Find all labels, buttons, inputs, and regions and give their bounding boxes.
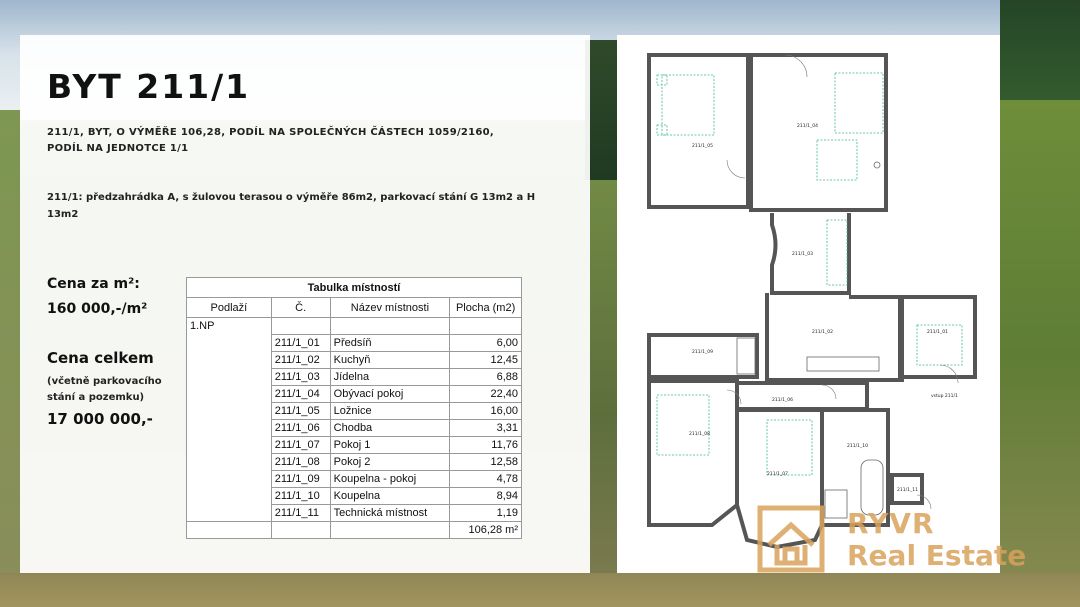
room-number: 211/1_05 bbox=[271, 403, 330, 420]
table-row bbox=[187, 335, 522, 352]
background-trees bbox=[585, 40, 620, 180]
table-total-row bbox=[187, 522, 522, 539]
table-row bbox=[187, 403, 522, 420]
room-name: Pokoj 1 bbox=[330, 437, 450, 454]
room-area: 12,45 bbox=[450, 352, 522, 369]
room-label: 211/1_02 bbox=[812, 330, 833, 335]
room-number: 211/1_01 bbox=[271, 335, 330, 352]
room-area: 1,19 bbox=[450, 505, 522, 522]
room-label: 211/1_10 bbox=[847, 444, 868, 449]
table-header: Podlaží bbox=[187, 298, 272, 318]
room-label: 211/1_05 bbox=[692, 144, 713, 149]
table-row bbox=[187, 437, 522, 454]
door-swing bbox=[822, 385, 836, 399]
table-header-row bbox=[187, 298, 522, 318]
table-caption: Tabulka místností bbox=[187, 278, 522, 298]
price-per-m2-value: 160 000,-/m² bbox=[47, 301, 148, 317]
price-per-m2-label: Cena za m²: bbox=[47, 276, 140, 292]
room-name: Kuchyň bbox=[330, 352, 450, 369]
room-name: Pokoj 2 bbox=[330, 454, 450, 471]
floor-cell: 1.NP bbox=[187, 318, 272, 335]
room-area: 11,76 bbox=[450, 437, 522, 454]
table-header: Plocha (m2) bbox=[450, 298, 522, 318]
room-number: 211/1_07 bbox=[271, 437, 330, 454]
room-outline bbox=[767, 293, 902, 380]
room-name: Obývací pokoj bbox=[330, 386, 450, 403]
floor-plan-panel bbox=[617, 35, 1000, 573]
room-area: 12,58 bbox=[450, 454, 522, 471]
background-meadow bbox=[590, 180, 618, 573]
room-area: 4,78 bbox=[450, 471, 522, 488]
room-name: Koupelna - pokoj bbox=[330, 471, 450, 488]
room-outline bbox=[649, 55, 748, 207]
logo-text: Real Estate bbox=[847, 539, 1027, 572]
room-name: Ložnice bbox=[330, 403, 450, 420]
background-grass bbox=[0, 573, 1080, 607]
door-swing bbox=[940, 365, 958, 383]
room-name: Předsíň bbox=[330, 335, 450, 352]
room-label: 211/1_07 bbox=[767, 472, 788, 477]
table-row bbox=[187, 318, 522, 335]
room-number: 211/1_08 bbox=[271, 454, 330, 471]
room-label: 211/1_01 bbox=[927, 330, 948, 335]
table-row bbox=[187, 369, 522, 386]
room-number: 211/1_09 bbox=[271, 471, 330, 488]
room-label: 211/1_09 bbox=[692, 350, 713, 355]
table-row bbox=[187, 488, 522, 505]
room-number: 211/1_02 bbox=[271, 352, 330, 369]
unit-subtitle: 211/1, BYT, O VÝMĚŘE 106,28, PODÍL NA SPOLEČNÝCH ČÁSTECH 1059/2160, PODÍL NA JEDNOTCE 1/1 bbox=[47, 127, 495, 154]
page-title: BYT 211/1 bbox=[47, 67, 251, 106]
dining-table-furniture bbox=[817, 140, 857, 180]
table-row bbox=[187, 386, 522, 403]
bed-furniture bbox=[657, 395, 709, 455]
logo-text: RYVR bbox=[847, 507, 935, 540]
floor-plan bbox=[617, 35, 1000, 573]
house-logo-icon bbox=[757, 505, 825, 573]
total-price-value: 17 000 000,- bbox=[47, 410, 153, 428]
room-area: 3,31 bbox=[450, 420, 522, 437]
room-label: 211/1_03 bbox=[792, 252, 813, 257]
room-number: 211/1_06 bbox=[271, 420, 330, 437]
room-outline bbox=[649, 335, 757, 377]
stove-fixture bbox=[874, 162, 880, 168]
kitchen-counter bbox=[807, 357, 879, 371]
room-name: Chodba bbox=[330, 420, 450, 437]
table-header: Č. bbox=[271, 298, 330, 318]
table-header: Název místnosti bbox=[330, 298, 450, 318]
room-label: 211/1_06 bbox=[772, 398, 793, 403]
room-outline bbox=[751, 55, 886, 210]
bed-furniture bbox=[662, 75, 714, 135]
room-area: 16,00 bbox=[450, 403, 522, 420]
room-label: 211/1_04 bbox=[797, 124, 818, 129]
room-outline bbox=[649, 381, 737, 525]
door-swing bbox=[785, 55, 807, 77]
info-panel bbox=[20, 35, 590, 573]
total-area: 106,28 m² bbox=[450, 522, 522, 539]
rooms-table bbox=[186, 277, 522, 539]
bed-furniture bbox=[767, 420, 812, 475]
background-meadow bbox=[0, 110, 20, 607]
table-row bbox=[187, 352, 522, 369]
table-row bbox=[187, 471, 522, 488]
company-logo bbox=[757, 505, 1037, 575]
shower-fixture bbox=[737, 338, 755, 374]
room-area: 6,00 bbox=[450, 335, 522, 352]
room-name: Jídelna bbox=[330, 369, 450, 386]
room-area: 6,88 bbox=[450, 369, 522, 386]
room-number: 211/1_10 bbox=[271, 488, 330, 505]
table-row bbox=[187, 454, 522, 471]
background-trees bbox=[1000, 0, 1080, 110]
sofa-furniture bbox=[835, 73, 883, 133]
room-label: 211/1_08 bbox=[689, 432, 710, 437]
room-label: 211/1_11 bbox=[897, 488, 918, 493]
table-row bbox=[187, 505, 522, 522]
room-number: 211/1_11 bbox=[271, 505, 330, 522]
room-area: 22,40 bbox=[450, 386, 522, 403]
unit-description: 211/1: předzahrádka A, s žulovou terasou o výměře 86m2, parkovací stání G 13m2 a H 13m2 bbox=[47, 192, 536, 220]
entry-label: vstup 211/1 bbox=[931, 394, 958, 399]
room-area: 8,94 bbox=[450, 488, 522, 505]
door-swing bbox=[727, 160, 745, 178]
table-row bbox=[187, 420, 522, 437]
total-price-note: (včetně parkovacího stání a pozemku) bbox=[47, 376, 162, 403]
room-name: Technická místnost bbox=[330, 505, 450, 522]
room-number: 211/1_04 bbox=[271, 386, 330, 403]
room-name: Koupelna bbox=[330, 488, 450, 505]
table-furniture bbox=[827, 220, 847, 285]
room-outline bbox=[737, 383, 867, 409]
total-price-label: Cena celkem bbox=[47, 349, 154, 367]
room-number: 211/1_03 bbox=[271, 369, 330, 386]
